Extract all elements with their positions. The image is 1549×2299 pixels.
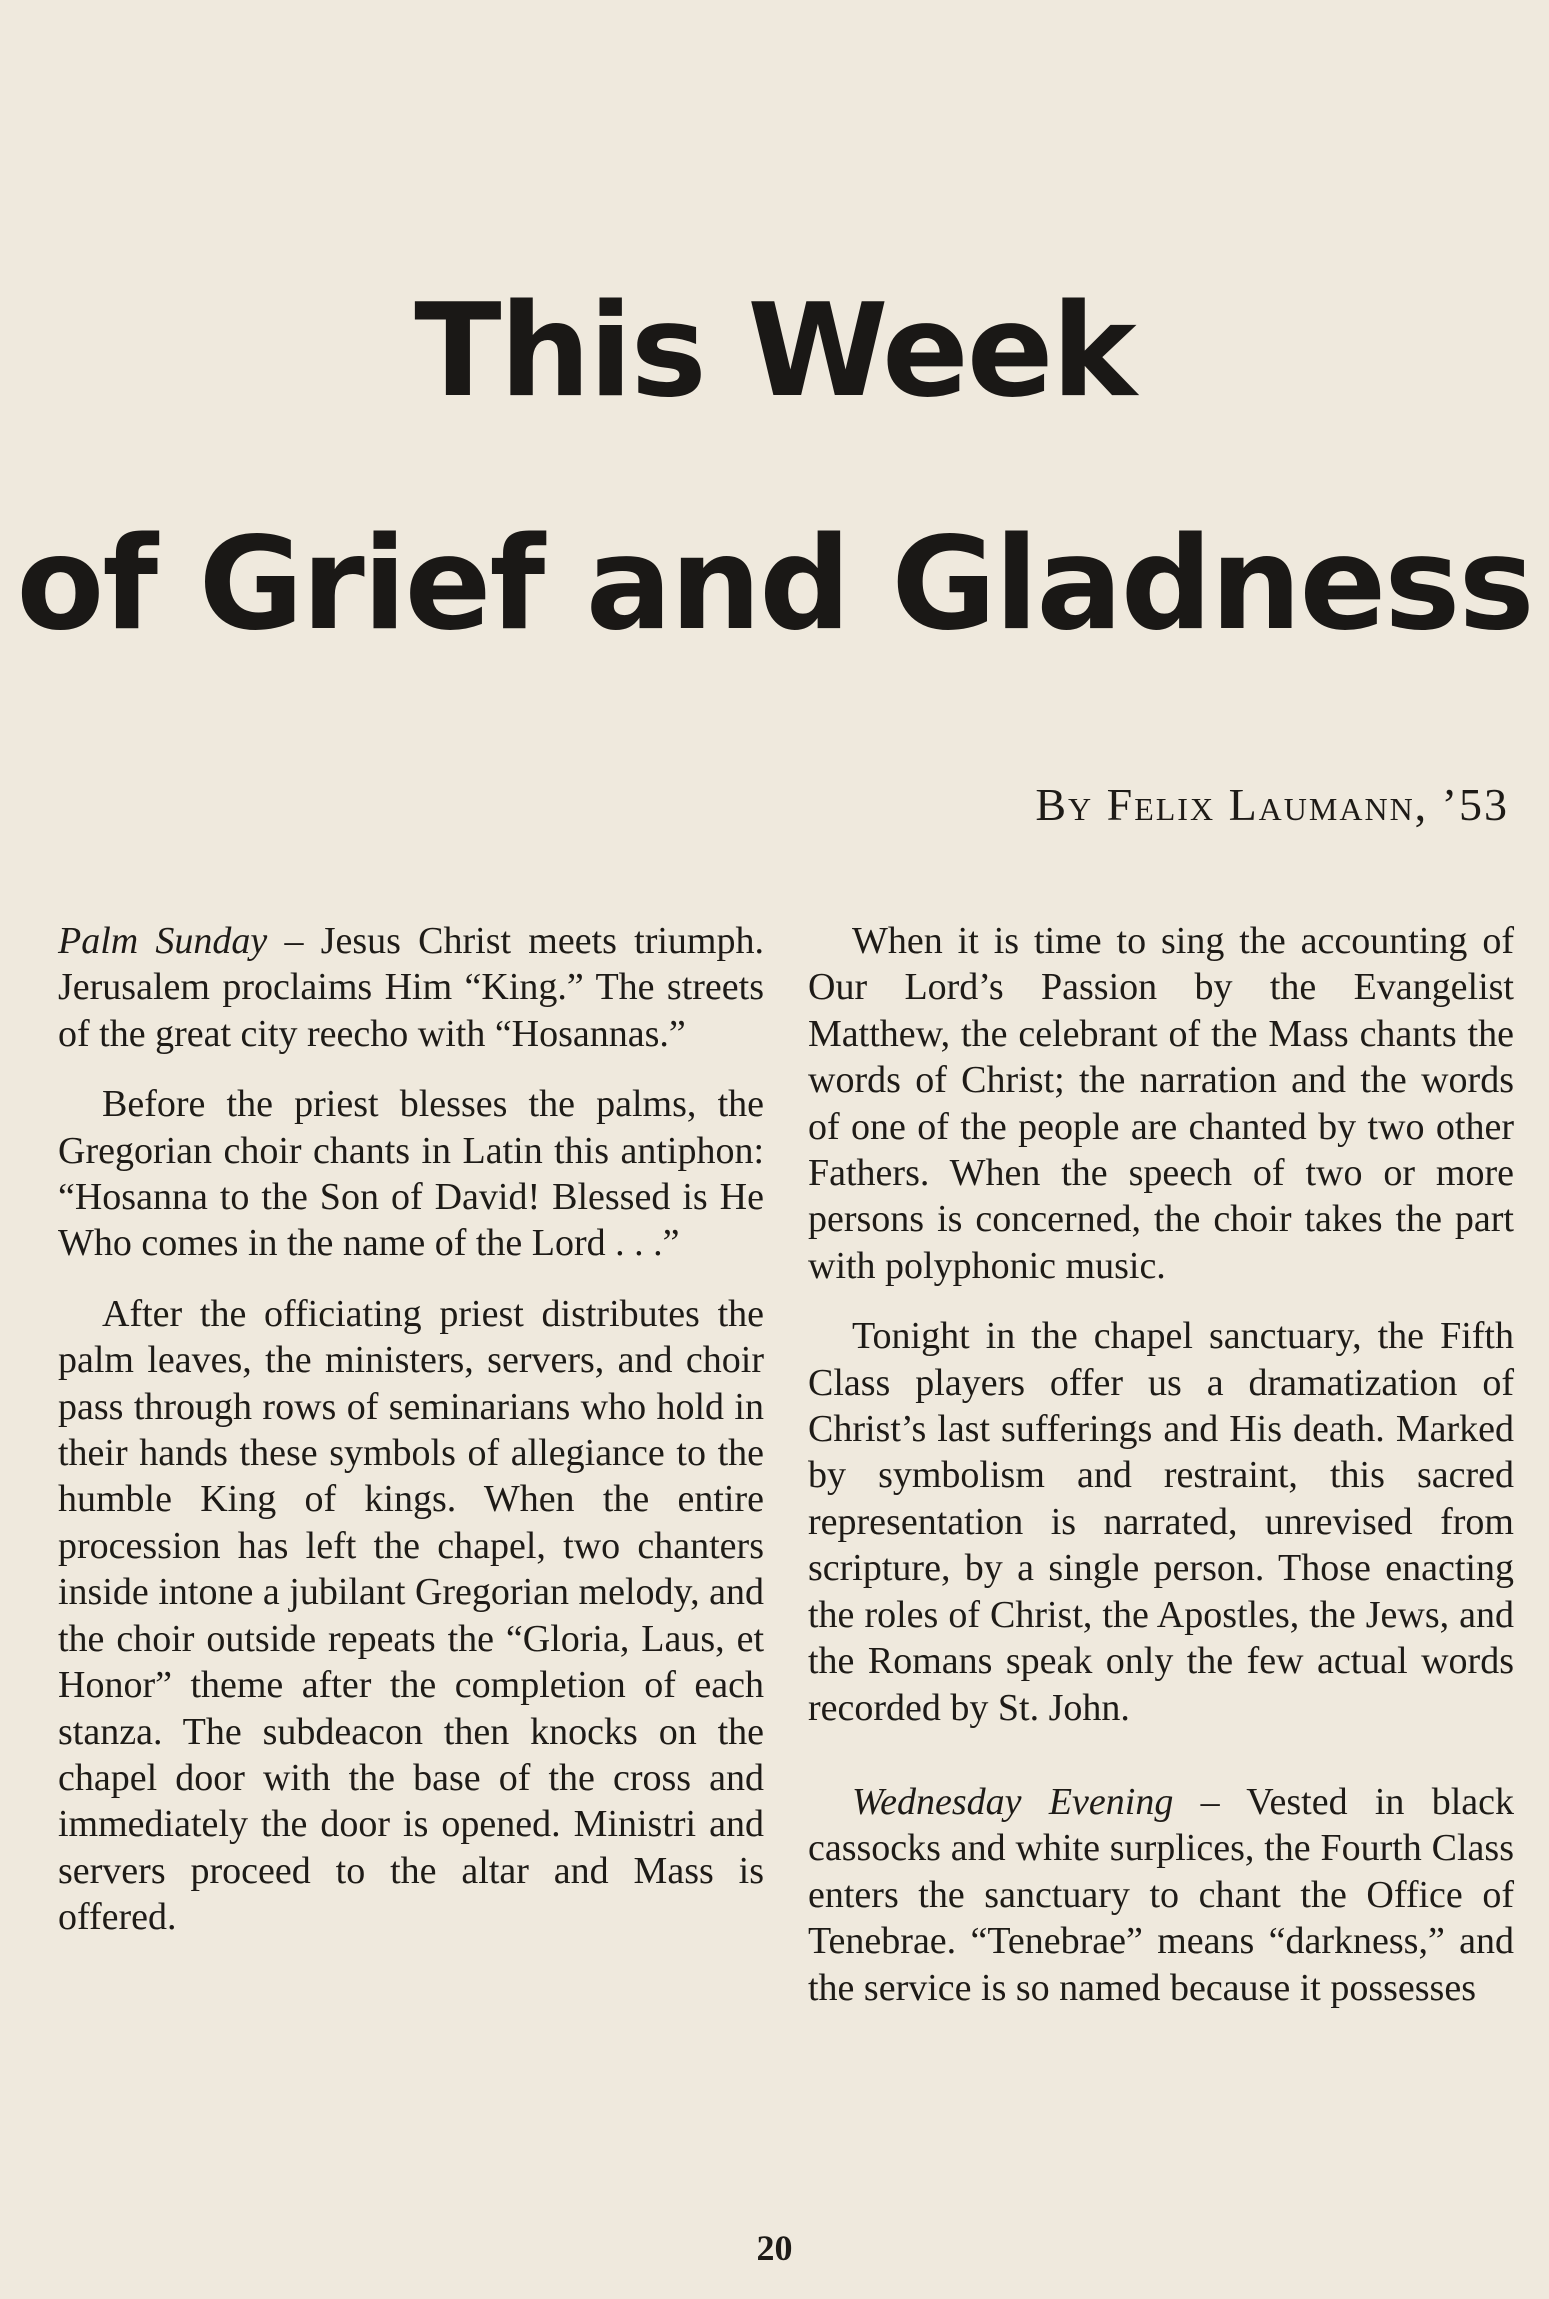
paragraph-text: Jesus Christ meets triumph. Jerusalem proclaims Him “King.” The streets of the great city reecho with “Hosannas.”	[58, 920, 764, 1055]
left-column	[58, 918, 764, 1965]
page-number: 20	[756, 2228, 793, 2268]
lead-dash: –	[267, 920, 321, 962]
paragraph	[58, 918, 764, 1057]
right-column	[808, 918, 1514, 2035]
paragraph: Before the priest blesses the palms, the Gregorian choir chants in Latin this antiphon: “Hosanna to the Son of David! Blessed is He Who comes in the name of the Lord . . .”	[58, 1083, 764, 1265]
lead-dash: –	[1173, 1780, 1247, 1823]
section-lead: Palm Sunday	[58, 920, 268, 962]
article-title-line-1: This Week	[414, 277, 1135, 426]
paragraph	[808, 1779, 1514, 2011]
paragraph: Tonight in the chapel sanctuary, the Fifth Class players offer us a dramatization of Christ’s last sufferings and His death. Marked by symbolism and restraint, this sacred representation is narrated, unrevised from scripture, by a single person. Those enacting the roles of Christ, the Apostles, the Jews, and the Romans speak only the few actual words recorded by St. John.	[808, 1315, 1514, 1729]
section-lead: Wednesday Evening	[852, 1780, 1174, 1823]
paragraph: After the officiating priest distributes the palm leaves, the ministers, servers, and choir pass through rows of seminarians who hold in their hands these symbols of allegiance to the humble King of kings. When the entire procession has left the chapel, two chanters inside intone a jubilant Gregorian melody, and the choir outside repeats the “Gloria, Laus, et Honor” theme after the completion of each stanza. The subdeacon then knocks on the chapel door with the base of the cross and immediately the door is opened. Ministri and servers proceed to the altar and Mass is offered.	[58, 1292, 764, 1939]
author-byline: By Felix Laumann, ’53	[1035, 779, 1509, 830]
article-title-line-2: of Grief and Gladness	[16, 510, 1533, 659]
paragraph-text: Vested in black cassocks and white surplices, the Fourth Class enters the sanctuary to chant the Office of Tenebrae. “Tenebrae” means “darkness,” and the service is so named because it possesses	[808, 1780, 1515, 2009]
paragraph: When it is time to sing the accounting of Our Lord’s Passion by the Evangelist Matthew, the celebrant of the Mass chants the words of Christ; the narration and the words of one of the people are chanted by two other Fathers. When the speech of two or more persons is concerned, the choir takes the part with polyphonic music.	[808, 920, 1514, 1287]
